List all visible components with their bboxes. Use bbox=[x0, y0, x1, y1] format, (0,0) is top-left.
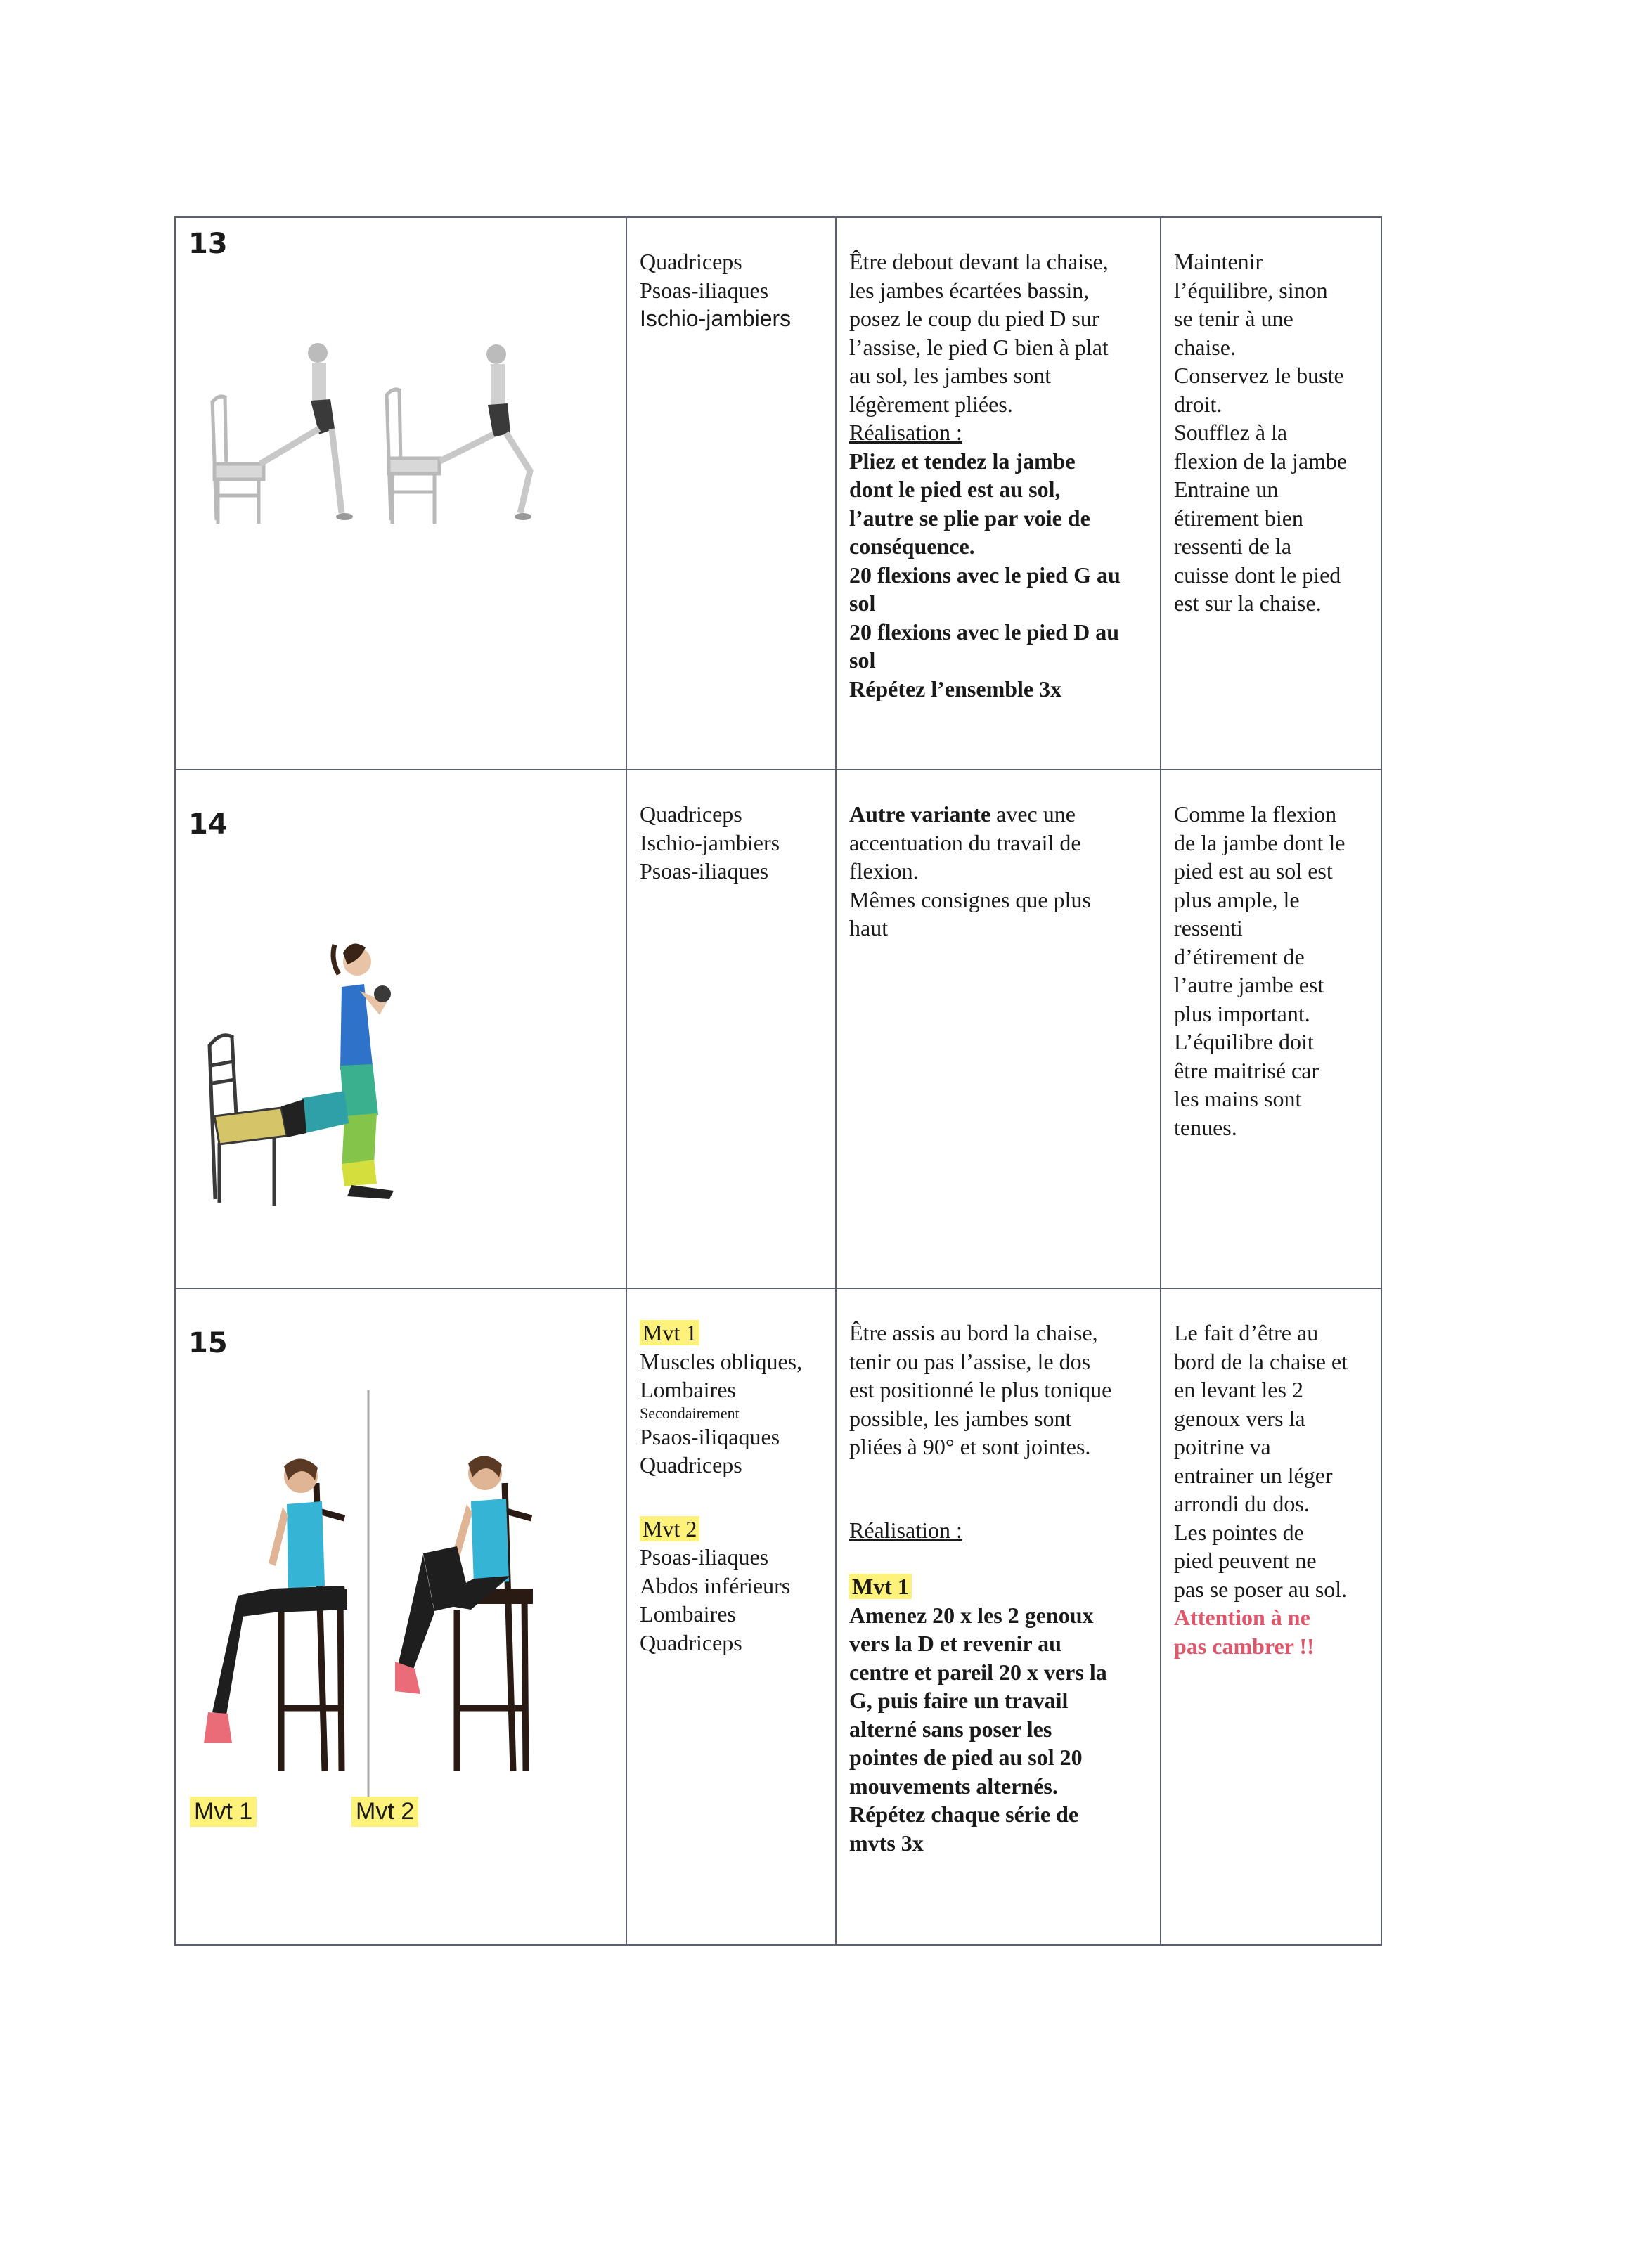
muscles-cell-14 bbox=[626, 770, 836, 1288]
secondary-label: Secondairement bbox=[640, 1404, 740, 1422]
note-line: Maintenir bbox=[1174, 249, 1263, 274]
variant-text: avec une bbox=[990, 801, 1076, 827]
muscle-item: Psoas-iliaques bbox=[640, 858, 769, 884]
exercise-row-15 bbox=[175, 1288, 1381, 1945]
instruction-line: mvts 3x bbox=[849, 1830, 924, 1856]
note-line: l’équilibre, sinon bbox=[1174, 277, 1328, 303]
note-line: l’autre jambe est bbox=[1174, 972, 1324, 997]
note-line: Le fait d’être au bbox=[1174, 1320, 1319, 1345]
desc-line: légèrement pliées. bbox=[849, 391, 1013, 417]
note-line: cuisse dont le pied bbox=[1174, 562, 1341, 588]
instruction-line: Répétez l’ensemble 3x bbox=[849, 675, 1062, 701]
exercise-sheet bbox=[174, 216, 1381, 1946]
desc-mvt1-label: Mvt 1 bbox=[849, 1574, 912, 1599]
description-cell-15 bbox=[836, 1288, 1161, 1945]
desc-line: accentuation du travail de bbox=[849, 829, 1081, 855]
notes-cell-14 bbox=[1161, 770, 1381, 1288]
desc-line: Être assis au bord la chaise, bbox=[849, 1320, 1098, 1345]
desc-line: Mêmes consignes que plus bbox=[849, 886, 1091, 912]
image-label-mvt1: Mvt 1 bbox=[190, 1797, 257, 1827]
standing-lunge-illustration bbox=[176, 323, 623, 619]
note-line: bord de la chaise et bbox=[1174, 1348, 1348, 1374]
exercise-number: 14 bbox=[188, 808, 228, 841]
desc-line: est positionné le plus tonique bbox=[849, 1377, 1112, 1402]
exercise-number: 13 bbox=[188, 228, 228, 260]
exercise-row-14 bbox=[175, 770, 1381, 1288]
instruction-line: sol bbox=[849, 647, 876, 673]
muscle-item: Ischio-jambiers bbox=[640, 306, 792, 331]
note-line: plus ample, le bbox=[1174, 886, 1300, 912]
note-line: arrondi du dos. bbox=[1174, 1491, 1310, 1516]
note-line: poitrine va bbox=[1174, 1434, 1271, 1459]
seated-knee-raise-illustration bbox=[176, 1378, 623, 1799]
desc-line: posez le coup du pied D sur bbox=[849, 306, 1099, 331]
note-line: plus important. bbox=[1174, 1000, 1310, 1026]
instruction-line: Répétez chaque série de bbox=[849, 1802, 1079, 1827]
notes-cell-13 bbox=[1161, 217, 1381, 770]
muscle-item: Muscles obliques, bbox=[640, 1348, 803, 1374]
notes-cell-15 bbox=[1161, 1288, 1381, 1945]
note-line: chaise. bbox=[1174, 334, 1236, 360]
note-line: droit. bbox=[1174, 391, 1222, 417]
exercise-table bbox=[174, 216, 1382, 1946]
note-line: ressenti de la bbox=[1174, 533, 1292, 559]
muscle-item: Psoas-iliaques bbox=[640, 1544, 769, 1570]
note-line: pied est au sol est bbox=[1174, 858, 1333, 884]
desc-line: pliées à 90° et sont jointes. bbox=[849, 1434, 1091, 1459]
desc-line: flexion. bbox=[849, 858, 919, 884]
instruction-line: mouvements alternés. bbox=[849, 1773, 1058, 1799]
description-cell-13 bbox=[836, 217, 1161, 770]
desc-line: au sol, les jambes sont bbox=[849, 363, 1052, 388]
desc-line: Être debout devant la chaise, bbox=[849, 249, 1109, 274]
mvt2-label: Mvt 2 bbox=[640, 1516, 699, 1541]
note-line: genoux vers la bbox=[1174, 1405, 1305, 1431]
instruction-line: pointes de pied au sol 20 bbox=[849, 1745, 1083, 1770]
muscle-item: Ischio-jambiers bbox=[640, 829, 780, 855]
warning-line: Attention à ne bbox=[1174, 1605, 1310, 1630]
mvt1-label: Mvt 1 bbox=[640, 1320, 699, 1345]
note-line: les mains sont bbox=[1174, 1086, 1302, 1111]
note-line: pied peuvent ne bbox=[1174, 1548, 1317, 1573]
desc-line: haut bbox=[849, 915, 889, 940]
image-cell-13 bbox=[175, 217, 626, 770]
muscle-item: Lombaires bbox=[640, 1377, 736, 1402]
note-line: en levant les 2 bbox=[1174, 1377, 1303, 1402]
desc-line bbox=[849, 800, 1147, 829]
note-line: de la jambe dont le bbox=[1174, 829, 1346, 855]
kneeling-lunge-illustration bbox=[176, 932, 623, 1227]
instruction-line: l’autre se plie par voie de bbox=[849, 505, 1090, 531]
instruction-line: dont le pied est au sol, bbox=[849, 477, 1061, 502]
muscle-item: Quadriceps bbox=[640, 249, 742, 274]
instruction-line: Amenez 20 x les 2 genoux bbox=[849, 1602, 1094, 1628]
muscles-cell-13 bbox=[626, 217, 836, 770]
desc-line: l’assise, le pied G bien à plat bbox=[849, 334, 1109, 360]
image-cell-14 bbox=[175, 770, 626, 1288]
muscle-item: Quadriceps bbox=[640, 1452, 742, 1477]
instruction-line: centre et pareil 20 x vers la bbox=[849, 1659, 1107, 1685]
desc-line: possible, les jambes sont bbox=[849, 1405, 1072, 1431]
note-line: Entraine un bbox=[1174, 477, 1279, 502]
image-label-mvt2: Mvt 2 bbox=[351, 1797, 418, 1827]
instruction-line: vers la D et revenir au bbox=[849, 1631, 1061, 1656]
note-line: d’étirement de bbox=[1174, 943, 1305, 969]
note-line: être maitrisé car bbox=[1174, 1057, 1319, 1083]
instruction-line: sol bbox=[849, 590, 876, 616]
note-line: L’équilibre doit bbox=[1174, 1029, 1314, 1054]
muscle-item: Psoas-iliaques bbox=[640, 277, 769, 303]
note-line: pas se poser au sol. bbox=[1174, 1576, 1348, 1602]
note-line: tenues. bbox=[1174, 1114, 1237, 1140]
muscle-item: Lombaires bbox=[640, 1601, 736, 1626]
desc-line: les jambes écartées bassin, bbox=[849, 277, 1090, 303]
note-line: ressenti bbox=[1174, 915, 1243, 940]
muscle-item: Quadriceps bbox=[640, 801, 742, 827]
note-line: Soufflez à la bbox=[1174, 420, 1288, 445]
exercise-number: 15 bbox=[188, 1327, 228, 1359]
instruction-line: G, puis faire un travail bbox=[849, 1688, 1069, 1713]
description-cell-14 bbox=[836, 770, 1161, 1288]
instruction-line: alterné sans poser les bbox=[849, 1716, 1052, 1742]
image-cell-15 bbox=[175, 1288, 626, 1945]
note-line: Comme la flexion bbox=[1174, 801, 1337, 827]
muscle-item: Quadriceps bbox=[640, 1629, 742, 1655]
warning-line: pas cambrer !! bbox=[1174, 1633, 1315, 1659]
note-line: entrainer un léger bbox=[1174, 1462, 1333, 1488]
realisation-label: Réalisation : bbox=[849, 420, 962, 445]
note-line: flexion de la jambe bbox=[1174, 448, 1348, 474]
note-line: Les pointes de bbox=[1174, 1519, 1304, 1545]
note-line: Conservez le buste bbox=[1174, 363, 1344, 388]
note-line: étirement bien bbox=[1174, 505, 1303, 531]
muscles-cell-15 bbox=[626, 1288, 836, 1945]
instruction-line: 20 flexions avec le pied D au bbox=[849, 619, 1119, 645]
muscle-item: Psaos-iliqaques bbox=[640, 1423, 780, 1449]
instruction-line: 20 flexions avec le pied G au bbox=[849, 562, 1121, 588]
instruction-line: Pliez et tendez la jambe bbox=[849, 448, 1076, 474]
realisation-label: Réalisation : bbox=[849, 1517, 962, 1543]
muscle-item: Abdos inférieurs bbox=[640, 1572, 791, 1598]
note-line: se tenir à une bbox=[1174, 306, 1293, 331]
exercise-row-13 bbox=[175, 217, 1381, 770]
desc-line: tenir ou pas l’assise, le dos bbox=[849, 1348, 1091, 1374]
variant-lead: Autre variante bbox=[849, 801, 991, 827]
note-line: est sur la chaise. bbox=[1174, 590, 1322, 616]
instruction-line: conséquence. bbox=[849, 533, 975, 559]
